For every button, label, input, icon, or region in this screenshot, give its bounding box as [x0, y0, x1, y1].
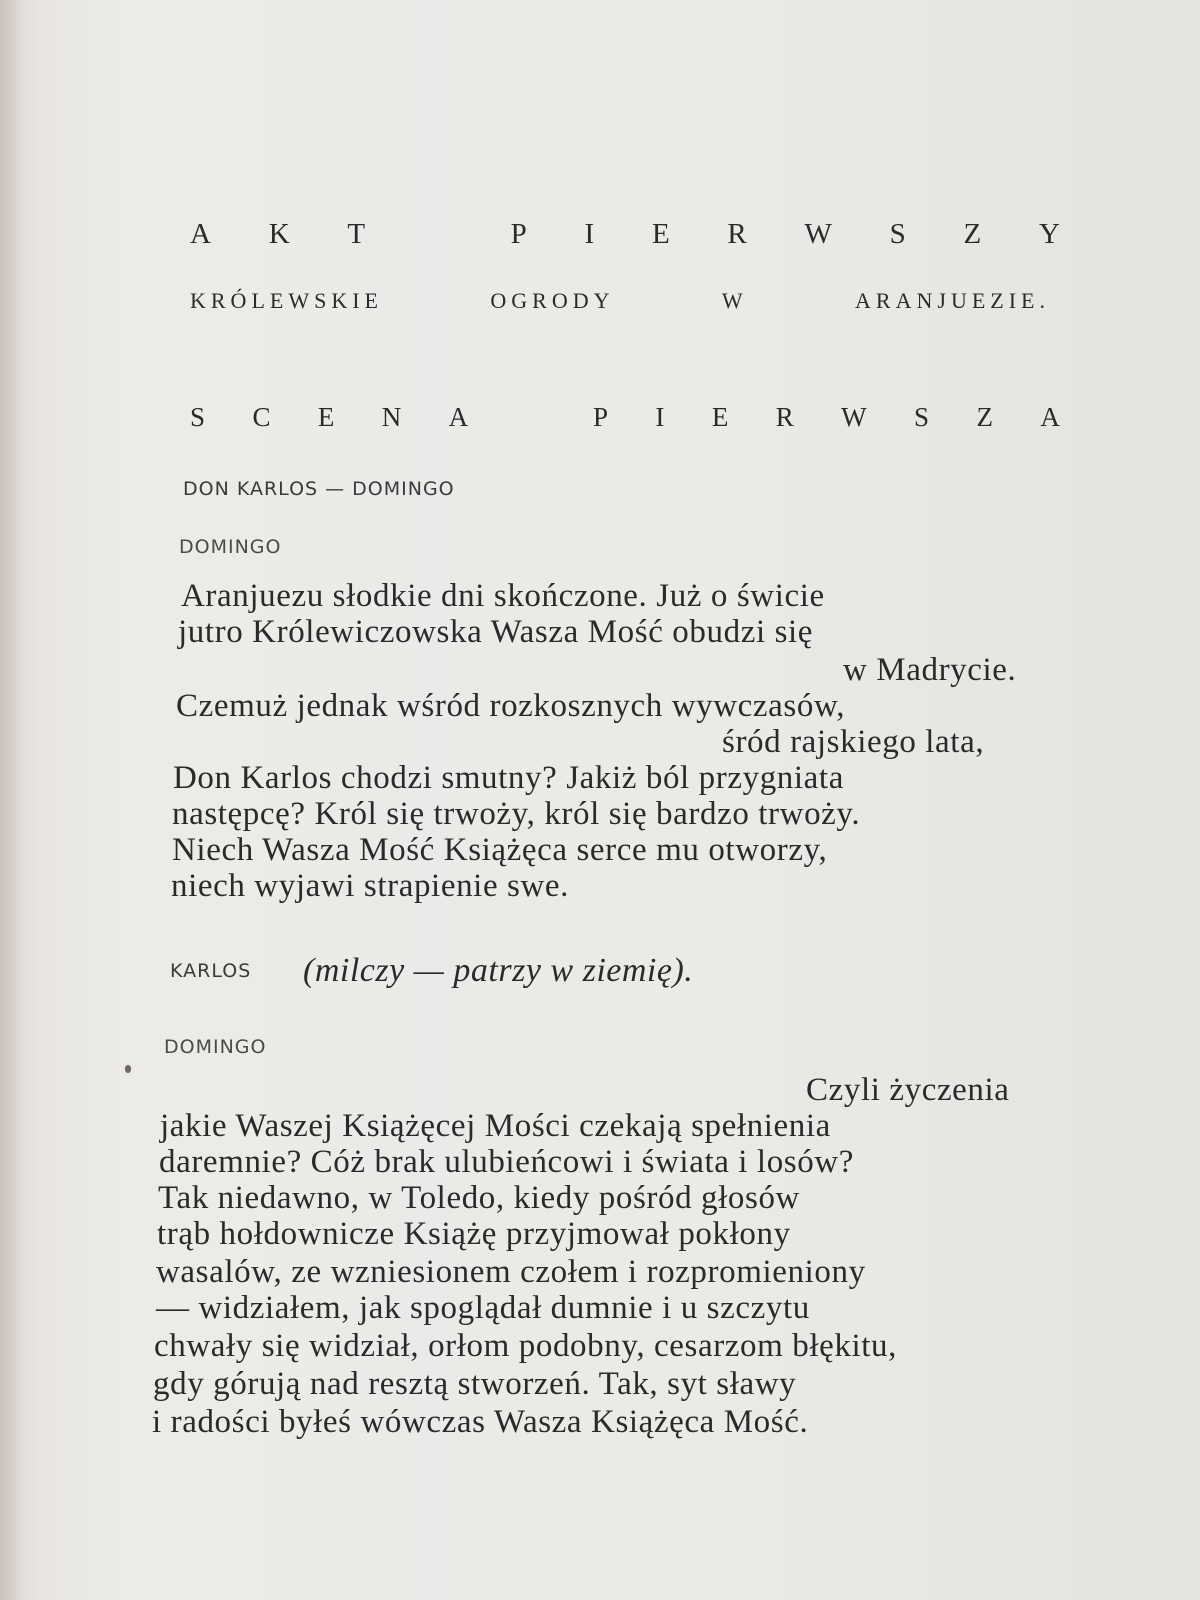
verse-line: jutro Królewiczowska Wasza Mość obudzi się: [178, 614, 814, 650]
word-gap: [516, 402, 546, 433]
verse-line: śród rajskiego lata,: [722, 724, 985, 760]
scene-letter: I: [655, 402, 665, 432]
scene-letter: A: [1040, 402, 1060, 432]
act-letter: R: [727, 218, 747, 250]
scene-letter: C: [252, 402, 271, 432]
verse-line: wasalów, ze wzniesionem czołem i rozpromieniony: [156, 1254, 866, 1290]
scene-persons: DON KARLOS — DOMINGO: [183, 478, 455, 500]
place-word: W: [721, 288, 748, 313]
scene-letter: R: [775, 402, 794, 432]
scene-letter: W: [841, 402, 867, 432]
page-edge-shadow: [0, 0, 22, 1600]
verse-line: chwały się widział, orłom podobny, cesarzom błękitu,: [154, 1328, 897, 1364]
act-letter: W: [804, 218, 832, 250]
verse-line: trąb hołdownicze Książę przyjmował pokłony: [157, 1216, 791, 1252]
speaker-name: KARLOS: [170, 960, 252, 982]
verse-line: i radości byłeś wówczas Wasza Książęca Mość.: [152, 1404, 809, 1440]
place-word: KRÓLEWSKIE: [190, 288, 383, 313]
scene-letter: A: [448, 402, 469, 432]
act-letter: T: [347, 218, 366, 250]
act-letter: Z: [963, 218, 982, 250]
scene-letter: Z: [976, 402, 993, 432]
scene-letter: P: [592, 402, 609, 432]
place-word: OGRODY: [490, 288, 615, 313]
verse-line: Niech Wasza Mość Książęca serce mu otworzy,: [172, 832, 828, 868]
act-heading: [190, 218, 1060, 251]
place-word: ARANJUEZIE.: [855, 288, 1050, 313]
verse-line: gdy górują nad resztą stworzeń. Tak, syt sławy: [153, 1366, 797, 1402]
act-letter: Y: [1038, 218, 1060, 250]
scene-letter: S: [914, 402, 930, 432]
verse-line: daremnie? Cóż brak ulubieńcowi i świata i losów?: [159, 1144, 855, 1180]
act-letter: E: [651, 218, 670, 250]
scene-letter: N: [381, 402, 402, 432]
verse-line: jakie Waszej Książęcej Mości czekają spełnienia: [160, 1108, 831, 1144]
act-letter: K: [268, 218, 290, 250]
verse-line: niech wyjawi strapienie swe.: [171, 868, 570, 904]
word-gap: [423, 218, 453, 251]
place-heading: [190, 288, 1050, 314]
stage-direction: (milczy — patrzy w ziemię).: [303, 952, 694, 989]
verse-line: Tak niedawno, w Toledo, kiedy pośród głosów: [158, 1180, 800, 1216]
scene-letter: E: [711, 402, 729, 432]
ink-speck: [125, 1065, 131, 1073]
scene-letter: E: [317, 402, 335, 432]
act-letter: P: [510, 218, 527, 250]
act-letter: S: [889, 218, 906, 250]
verse-line: Aranjuezu słodkie dni skończone. Już o świcie: [181, 578, 825, 614]
speaker-name: DOMINGO: [179, 536, 282, 558]
verse-line: Czemuż jednak wśród rozkosznych wywczasów,: [176, 688, 846, 724]
scene-letter: S: [190, 402, 206, 432]
speaker-name: DOMINGO: [164, 1036, 267, 1058]
verse-line: w Madrycie.: [843, 652, 1017, 688]
verse-line: Don Karlos chodzi smutny? Jakiż ból przygniata: [173, 760, 844, 796]
verse-line: następcę? Król się trwoży, król się bardzo trwoży.: [172, 796, 861, 832]
act-letter: A: [190, 218, 211, 250]
verse-line: — widziałem, jak spoglądał dumnie i u szczytu: [156, 1290, 810, 1326]
scene-heading: [190, 402, 1060, 433]
act-letter: I: [584, 218, 595, 250]
verse-line: Czyli życzenia: [806, 1072, 1010, 1108]
